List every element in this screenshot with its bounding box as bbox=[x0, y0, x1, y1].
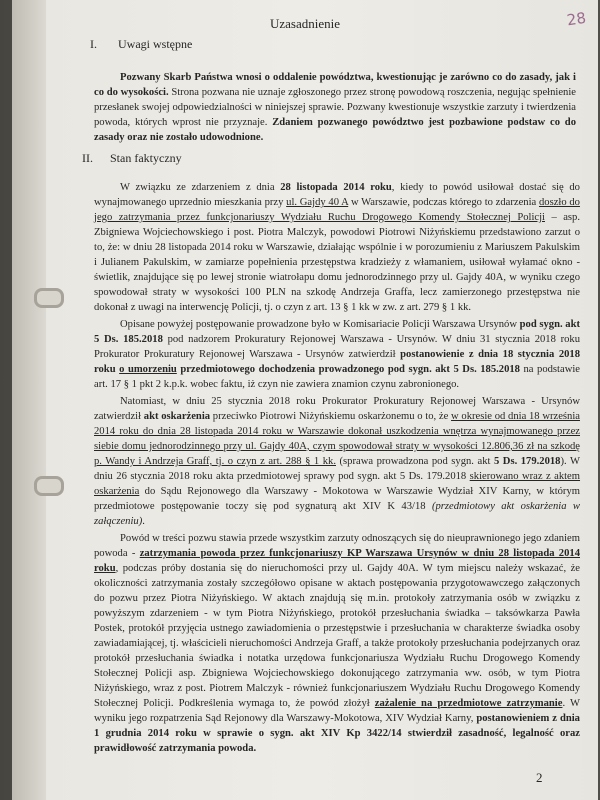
text-run: W związku ze zdarzeniem z dnia bbox=[120, 182, 281, 193]
text-run: w Warszawie, podczas którego to zdarzenia bbox=[348, 197, 539, 208]
text-run: postanowieniem z dnia 1 grudnia 2014 roku w sprawie o sygn. akt XIV Kp 3422/14 stwierdził zasadność, legalność oraz prawidłowość zatrzymania powoda. bbox=[94, 713, 580, 754]
section-2-number: II. bbox=[82, 151, 93, 165]
text-run: zażalenie na przedmiotowe zatrzymanie bbox=[374, 698, 563, 709]
text-run: Opisane powyżej postępowanie prowadzone było w Komisariacie Policji Warszawa Ursynów bbox=[120, 319, 520, 330]
text-run: Pozwany Skarb Państwa wnosi o oddalenie powództwa, kwestionując je zarówno co do zasady, jak i co do wysokości. bbox=[94, 72, 576, 98]
handwritten-page-number: 28 bbox=[565, 8, 588, 30]
text-run: – asp. Zbigniewa Wojciechowskiego i post. Piotra Malczyk, powodowi Piotrowi Niżyńskiemu przedstawiono zarzut o to, że: w dniu 28 listopada 2014 roku w Warszawie, działając wspólnie i w porozumieniu z Mariuszem Pakulskim i Julianem Pakulskim, w zamiarze popełnienia przestępstwa kradzieży z włamaniem, usiłował wyłamać okno - świetlik, znajdujące się po lewej stronie wiatrołapu domu jednorodzinnego przy ul. Gajdy 40A, w wyniku czego spowodował straty w wysokości 100 PLN na szkodę Andrzeja Graffa, lecz zamierzonego przestępstwa nie dokonał z uwagi na interwencję Policji, tj. o czyn z art. 13 § 1 kk w zw. z art. 279 § 1 kk. bbox=[94, 212, 580, 313]
text-run: , kiedy to powód usiłował dostać się do wynajmowanego uprzednio mieszkania przy bbox=[94, 182, 580, 208]
text-run: doszło do jego zatrzymania przez funkcjonariuszy Wydziału Ruchu Drogowego Komendy Stołecznej Policji bbox=[94, 197, 580, 223]
section-1-heading bbox=[90, 36, 192, 52]
text-run: (przedmiotowy akt oskarżenia w załączeniu) bbox=[94, 501, 580, 527]
facts-paragraph-4 bbox=[94, 531, 580, 756]
text-run: Natomiast, w dniu 25 stycznia 2018 roku Prokurator Prokuratury Rejonowej Warszawa - Ursynów zatwierdził bbox=[94, 396, 580, 422]
binder-fold bbox=[12, 0, 46, 800]
text-run: Powód w treści pozwu stawia przede wszystkim zarzuty odnoszących się do nieuprawnionego jego zdaniem powoda - bbox=[94, 533, 580, 559]
section-2-title: Stan faktyczny bbox=[110, 151, 182, 165]
section-2-heading bbox=[82, 150, 182, 166]
facts-paragraph-3 bbox=[94, 394, 580, 529]
text-run: do Sądu Rejonowego dla Warszawy - Mokotowa w Warszawie Wydział XIV Karny, w którym przedmiotowe postępowanie toczy się pod sygnaturą akt XIV K 43/18 bbox=[94, 486, 580, 512]
text-run: 5 Ds. 179.2018 bbox=[493, 456, 561, 467]
text-run: Zdaniem pozwanego powództwo jest pozbawione podstaw co do zasady oraz nie zostało udowodnione. bbox=[94, 117, 576, 143]
page-number: 2 bbox=[536, 770, 543, 785]
document-title: Uzasadnienie bbox=[269, 16, 341, 31]
text-run: . W wyniku jego rozpatrzenia Sąd Rejonowy dla Warszawy-Mokotowa, XIV Wydział Karny, bbox=[94, 698, 580, 724]
text-run: ul. Gajdy 40 A bbox=[286, 197, 349, 208]
binder-ring bbox=[34, 288, 64, 308]
text-run: na podstawie art. 17 § 1 pkt 2 k.p.k. wobec faktu, iż czyn nie zawiera znamion czynu zabronionego. bbox=[94, 364, 580, 390]
text-run: akt oskarżenia bbox=[143, 411, 211, 422]
section-1-title: Uwagi wstępne bbox=[118, 37, 193, 51]
text-run: skierowano wraz z aktem oskarżenia bbox=[94, 471, 581, 497]
text-run: o umorzeniu bbox=[119, 364, 177, 375]
text-run: Strona pozwana nie uznaje zgłoszonego przez stronę powodową roszczenia, negując spełnienie przesłanek swojej odpowiedzialności w niniejszej sprawie. Pozwany kwestionuje wszystkie zarzuty i twierdzenia powoda, których wprost nie przyznaje. bbox=[94, 87, 576, 128]
text-run: pod nadzorem Prokuratury Rejonowej Warszawa - Ursynów. W dniu 31 stycznia 2018 roku Prokurator Prokuratury Rejonowej Warszawa - Ursynów zatwierdził bbox=[94, 334, 581, 360]
text-run: zatrzymania powoda przez funkcjonariuszy KP Warszawa Ursynów w dniu 28 listopada 2014 roku bbox=[94, 548, 580, 574]
text-run: pod sygn. akt 5 Ds. 185.2018 bbox=[94, 319, 580, 345]
text-run: . bbox=[142, 516, 145, 527]
text-run: ). W dniu 26 stycznia 2018 roku akta przedmiotowej sprawy pod sygn. akt 5 Ds. 179.2018 bbox=[94, 456, 580, 482]
paragraph-text bbox=[94, 70, 576, 145]
text-run: postanowienie z dnia 18 stycznia 2018 roku bbox=[94, 349, 581, 375]
text-run: przeciwko Piotrowi Niżyńskiemu oskarżonemu o to, że bbox=[210, 411, 452, 422]
binder-ring bbox=[34, 476, 64, 496]
text-run: w okresie od dnia 18 września 2014 roku do dnia 28 listopada 2014 roku w Warszawie dokonał uszkodzenia wnętrza wynajmowanego przez siebie domu jednorodzinnego przy ul. Gajdy 40A, czym spowodował straty w wysokości 12.806,36 zł na szkodę p. Wandy i Andrzeja Graff, tj. o czyn z art. 288 § 1 kk. bbox=[94, 411, 580, 467]
facts-paragraph-2 bbox=[94, 317, 580, 392]
text-run: , podczas próby dostania się do nieruchomości przy ul. Gajdy 40A. W tym miejscu należy wskazać, że okoliczności zatrzymania zostały szczegółowo opisane w aktach postępowania przygotowawczego załączonych do pozwu przez Piotra Niżyńskiego. W aktach znajdują się m.in. protokoły zatrzymania osób w związku z powyższym zdarzeniem - w tym Piotra Niżyńskiego, protokół przesłuchania świadka – taksówkarza Pawła Postek, protokół przyjęcia ustnego zawiadomienia o przestępstwie i przesłuchania w charakterze świadka osoby zawiadamiającej, tj. właścicieli nieruchomości Andrzeja Graff, a także protokoły przesłuchania podejrzanych oraz protokół przesłuchania świadka i notatka urzędowa funkcjonariusza Wydziału Ruchu Drogowego Komendy Stołecznej Policji asp. Zbigniewa Wojciechowskiego dokonującego zatrzymania ww. osób, w tym Piotra Niżyńskiego, wraz z post. Piotrem Malczyk - również funkcjonariuszem Wydziału Ruchu Drogowego Komendy Stołecznej Policji. Podkreślenia wymaga to, że powód złożył bbox=[94, 563, 580, 709]
document-page bbox=[12, 0, 598, 800]
text-run: 28 listopada 2014 roku bbox=[280, 182, 392, 193]
section-1-paragraph bbox=[94, 70, 576, 145]
section-1-number: I. bbox=[90, 37, 97, 51]
facts-paragraph-1 bbox=[94, 180, 580, 315]
section-2-body bbox=[94, 180, 580, 756]
text-run: (sprawa prowadzona pod sygn. akt bbox=[336, 456, 494, 467]
text-run: przedmiotowego dochodzenia prowadzonego pod sygn. akt 5 Ds. 185.2018 bbox=[176, 364, 520, 375]
